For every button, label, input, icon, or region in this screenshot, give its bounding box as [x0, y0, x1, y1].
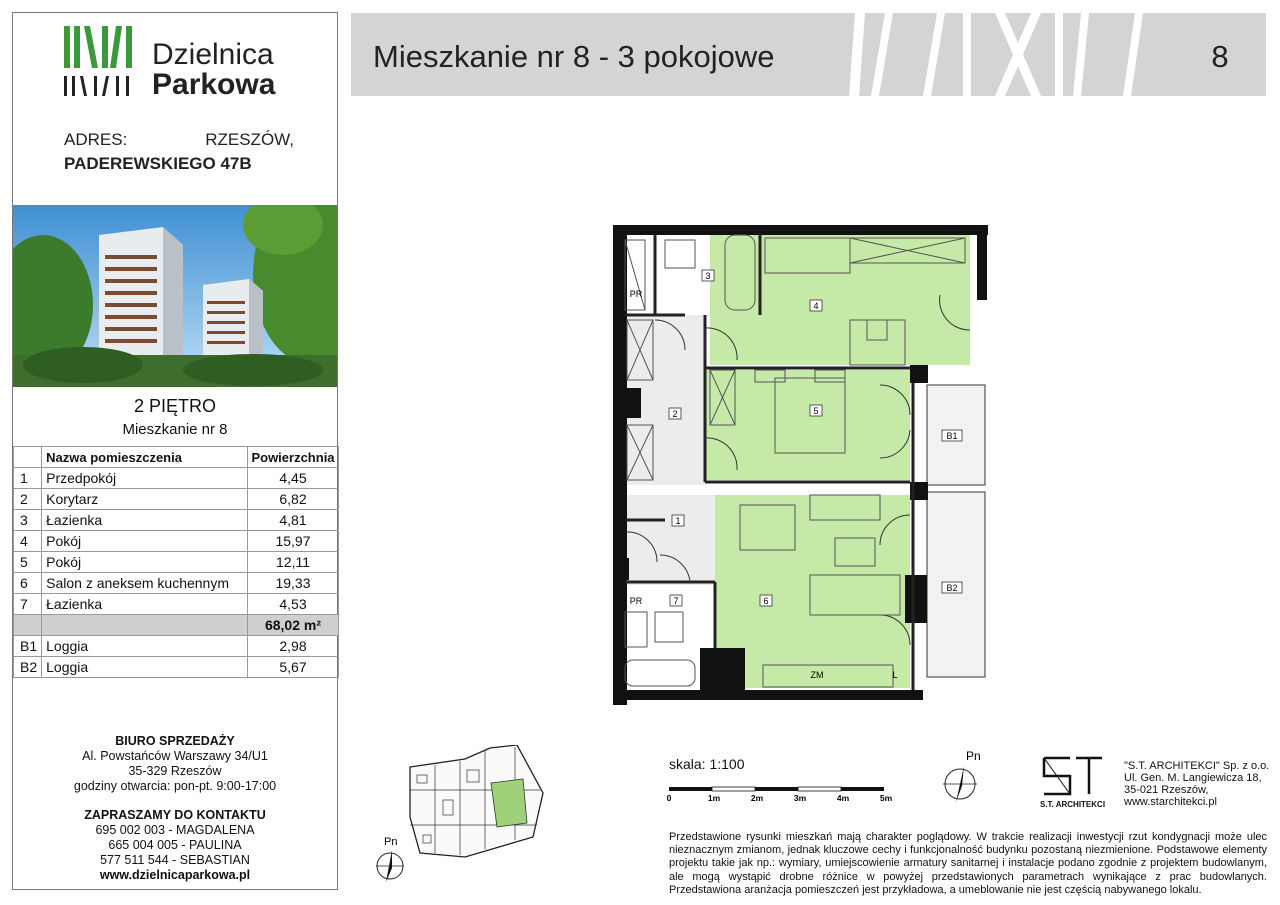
floor-title: 2 PIĘTRO	[133, 396, 217, 416]
address-city: RZESZÓW,	[205, 130, 294, 149]
scale-tick: 3m	[793, 793, 807, 803]
room-number: 3	[14, 510, 42, 531]
flat-number: 8	[1211, 39, 1229, 74]
plan-label-b1: B1	[946, 431, 958, 441]
architect-info	[1124, 760, 1269, 808]
loggia-name: Loggia	[42, 636, 248, 657]
loggia-number: B2	[14, 657, 42, 678]
decorative-stripes-icon	[845, 13, 1165, 96]
scale-label: skala: 1:100	[669, 756, 745, 772]
table-row	[14, 468, 339, 489]
room-area: 4,53	[248, 594, 339, 615]
plan-label-room-5: 5	[813, 406, 819, 416]
total-area: 68,02 m²	[248, 615, 339, 636]
room-name: Korytarz	[42, 489, 248, 510]
loggia-name: Loggia	[42, 657, 248, 678]
room-number: 1	[14, 468, 42, 489]
architect-street: Ul. Gen. M. Langiewicza 18,	[1124, 772, 1262, 784]
room-name: Pokój	[42, 531, 248, 552]
loggia-area: 2,98	[248, 636, 339, 657]
room-area: 6,82	[248, 489, 339, 510]
sales-title: BIURO SPRZEDAŻY	[115, 734, 235, 748]
room-area: 4,45	[248, 468, 339, 489]
loggia-number: B1	[14, 636, 42, 657]
brand-line2: Parkowa	[152, 68, 276, 101]
scale-tick: 2m	[750, 793, 764, 803]
building-photo	[13, 205, 337, 387]
flat-title: Mieszkanie nr 8	[122, 421, 228, 438]
plan-label-room-6: 6	[763, 596, 769, 606]
loggia-area: 5,67	[248, 657, 339, 678]
table-header-name: Nazwa pomieszczenia	[42, 447, 248, 468]
room-5-area	[705, 370, 910, 480]
room-number: 2	[14, 489, 42, 510]
room-number: 6	[14, 573, 42, 594]
contact-title: ZAPRASZAMY DO KONTAKTU	[84, 808, 266, 822]
sales-address: Al. Powstańców Warszawy 34/U1	[82, 749, 268, 763]
address-street: PADEREWSKIEGO 47B	[64, 154, 252, 173]
plan-label-l: L	[892, 670, 898, 680]
table-header-number	[14, 447, 42, 468]
north-label: Pn	[966, 749, 981, 763]
address-label: ADRES:	[64, 130, 128, 149]
table-row	[14, 531, 339, 552]
plan-label-pr: PR	[629, 596, 643, 606]
sales-office	[13, 734, 337, 794]
scale-tick: 5m	[879, 793, 893, 803]
room-name: Przedpokój	[42, 468, 248, 489]
address	[64, 128, 294, 176]
room-area: 19,33	[248, 573, 339, 594]
plan-label-b2: B2	[946, 583, 958, 593]
room-area: 4,81	[248, 510, 339, 531]
sales-city: 35-329 Rzeszów	[128, 764, 222, 778]
scale-tick: 0	[666, 793, 672, 803]
table-row	[14, 510, 339, 531]
table-header-area: Powierzchnia	[248, 447, 339, 468]
brand-logo-icon	[64, 26, 138, 96]
table-row-loggia	[14, 657, 339, 678]
plan-label-room-3: 3	[705, 271, 711, 281]
plan-label-room-1: 1	[675, 516, 681, 526]
table-row	[14, 489, 339, 510]
plan-label-zm: ZM	[810, 670, 824, 680]
north-arrow-icon	[938, 748, 982, 804]
table-header-row	[14, 447, 339, 468]
scale-bar	[665, 785, 905, 805]
table-row	[14, 594, 339, 615]
contact-website-link[interactable]: www.dzielnicaparkowa.pl	[99, 868, 251, 882]
table-row	[14, 573, 339, 594]
scale-tick: 1m	[707, 793, 721, 803]
contact-block	[13, 808, 337, 883]
page-title: Mieszkanie nr 8 - 3 pokojowe	[373, 39, 775, 74]
floor-plan	[605, 220, 995, 705]
plan-label-room-4: 4	[813, 301, 819, 311]
architect-city: 35-021 Rzeszów,	[1124, 784, 1209, 796]
contact-phone: 577 511 544 - SEBASTIAN	[100, 853, 250, 867]
room-area: 15,97	[248, 531, 339, 552]
room-name: Salon z aneksem kuchennym	[42, 573, 248, 594]
contact-phone: 695 002 003 - MAGDALENA	[95, 823, 255, 837]
plan-label-pr: PR	[629, 289, 643, 299]
room-number: 4	[14, 531, 42, 552]
room-name: Łazienka	[42, 510, 248, 531]
room-number: 7	[14, 594, 42, 615]
sales-hours: godziny otwarcia: pon-pt. 9:00-17:00	[73, 779, 277, 793]
architect-logo-text: S.T. ARCHITEKCI	[1040, 800, 1106, 809]
scale-tick: 4m	[836, 793, 850, 803]
brand-name	[152, 40, 275, 100]
table-row-loggia	[14, 636, 339, 657]
brand-line1: Dzielnica	[152, 38, 274, 71]
room-name: Pokój	[42, 552, 248, 573]
room-table	[13, 446, 339, 678]
table-row	[14, 552, 339, 573]
room-area: 12,11	[248, 552, 339, 573]
plan-label-room-2: 2	[672, 409, 678, 419]
room-number: 5	[14, 552, 42, 573]
architect-website-link[interactable]: www.starchitekci.pl	[1124, 796, 1217, 808]
north-label: Pn	[384, 836, 398, 848]
contact-phone: 665 004 005 - PAULINA	[108, 838, 242, 852]
architect-company: "S.T. ARCHITEKCI" Sp. z o.o.	[1124, 760, 1270, 772]
building-key-plan	[405, 745, 545, 860]
room-4-area	[710, 235, 970, 365]
room-name: Łazienka	[42, 594, 248, 615]
table-total-row	[14, 615, 339, 636]
disclaimer: Przedstawione rysunki mieszkań mają charakter poglądowy. W trakcie realizacji inwestycji rzut kondygnacji może ulec nieznacznym zmianom, jednak kluczowe cechy i funkcjonalność budynku pozostaną niezmienione. Podstawowe elementy projektu takie jak np.: wymiary, umiejscowienie armatury sanitarnej i instalacje podano zgodnie z projektem budowlanym, ale mogą wystąpić drobne różnice w powyżej przedstawionych parametrach wynikające z prac budowlanych. Przedstawiona aranżacja pomieszczeń jest przykładowa, a umeblowanie nie jest częścią nabywanego lokalu.	[669, 831, 1267, 896]
plan-label-room-7: 7	[673, 596, 679, 606]
